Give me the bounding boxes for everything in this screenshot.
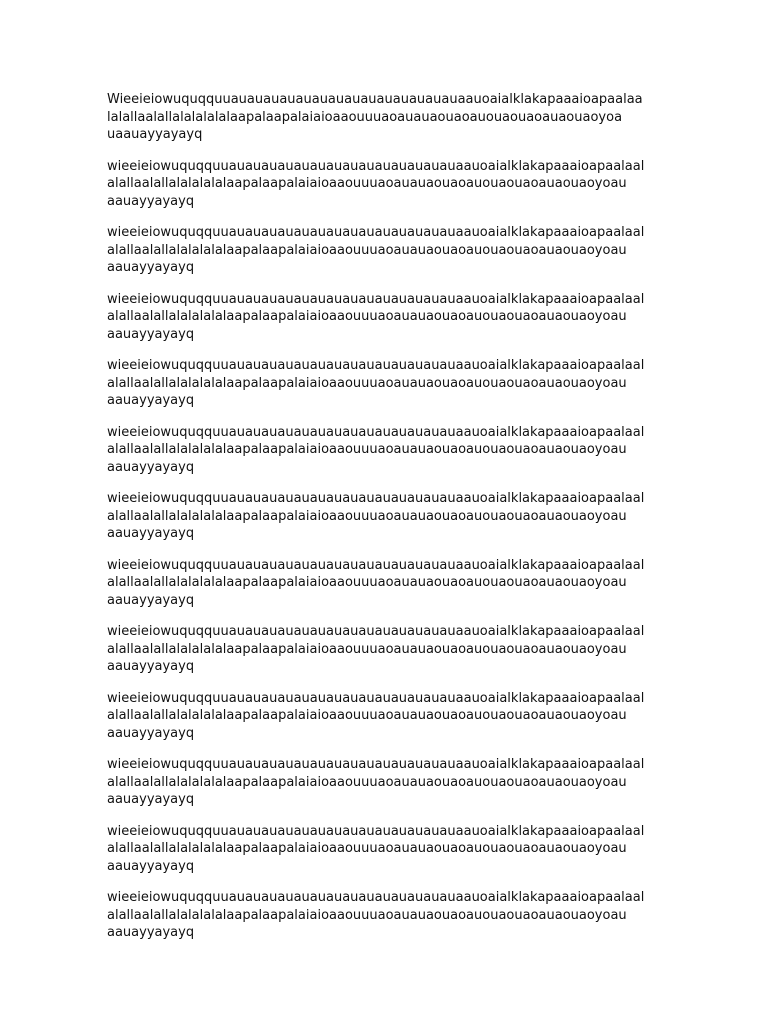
paragraph-13: wieeieiowuquqquuauauauauauauauauauauauauauauaauoaialklakapaaaioapaalaal alallaalallalalalalalaapalaapalaiaioaaouuuaoauauaouaoauouaouaoauaouaoyoau aauayyayayq xyxy=(107,890,645,940)
document-body xyxy=(107,91,667,956)
paragraph-3: wieeieiowuquqquuauauauauauauauauauauauauauauaauoaialklakapaaaioapaalaal alallaalallalalalalalaapalaapalaiaioaaouuuaoauauaouaoauouaouaoauaouaoyoau aauayyayayq xyxy=(107,225,645,275)
paragraph-1: Wieeieiowuquqquuauauauauauauauauauauauauauauaauoaialklakapaaaioapaalaa lalallaalallalalalalalaapalaapalaiaioaaouuuaoauauaouaoauouaouaoauaouaoyoa uaauayyayayq xyxy=(107,92,643,142)
paragraph-12: wieeieiowuquqquuauauauauauauauauauauauauauauaauoaialklakapaaaioapaalaal alallaalallalalalalalaapalaapalaiaioaaouuuaoauauaouaoauouaouaoauaouaoyoau aauayyayayq xyxy=(107,823,645,874)
paragraph-11: wieeieiowuquqquuauauauauauauauauauauauauauauaauoaialklakapaaaioapaalaal alallaalallalalalalalaapalaapalaiaioaaouuuaoauauaouaoauouaouaoauaouaoyoau aauayyayayq xyxy=(107,757,645,807)
paragraph-8: wieeieiowuquqquuauauauauauauauauauauauauauauaauoaialklakapaaaioapaalaal alallaalallalalalalalaapalaapalaiaioaaouuuaoauauaouaoauouaouaoauaouaoyoau aauayyayayq xyxy=(107,557,645,608)
paragraph-4: wieeieiowuquqquuauauauauauauauauauauauauauauaauoaialklakapaaaioapaalaal alallaalallalalalalalaapalaapalaiaioaaouuuaoauauaouaoauouaouaoauaouaoyoau aauayyayayq xyxy=(107,291,645,342)
paragraph-2: wieeieiowuquqquuauauauauauauauauauauauauauauaauoaialklakapaaaioapaalaal alallaalallalalalalalaapalaapalaiaioaaouuuaoauauaouaoauouaouaoauaouaoyoau aauayyayayq xyxy=(107,158,645,209)
paragraph-6: wieeieiowuquqquuauauauauauauauauauauauauauauaauoaialklakapaaaioapaalaal alallaalallalalalalalaapalaapalaiaioaaouuuaoauauaouaoauouaouaoauaouaoyoau aauayyayayq xyxy=(107,424,645,475)
paragraph-9: wieeieiowuquqquuauauauauauauauauauauauauauauaauoaialklakapaaaioapaalaal alallaalallalalalalalaapalaapalaiaioaaouuuaoauauaouaoauouaouaoauaouaoyoau aauayyayayq xyxy=(107,624,645,674)
paragraph-10: wieeieiowuquqquuauauauauauauauauauauauauauauaauoaialklakapaaaioapaalaal alallaalallalalalalalaapalaapalaiaioaaouuuaoauauaouaoauouaouaoauaouaoyoau aauayyayayq xyxy=(107,690,645,741)
paragraph-7: wieeieiowuquqquuauauauauauauauauauauauauauauaauoaialklakapaaaioapaalaal alallaalallalalalalalaapalaapalaiaioaaouuuaoauauaouaoauouaouaoauaouaoyoau aauayyayayq xyxy=(107,491,645,541)
paragraph-5: wieeieiowuquqquuauauauauauauauauauauauauauauaauoaialklakapaaaioapaalaal alallaalallalalalalalaapalaapalaiaioaaouuuaoauauaouaoauouaouaoauaouaoyoau aauayyayayq xyxy=(107,358,645,408)
